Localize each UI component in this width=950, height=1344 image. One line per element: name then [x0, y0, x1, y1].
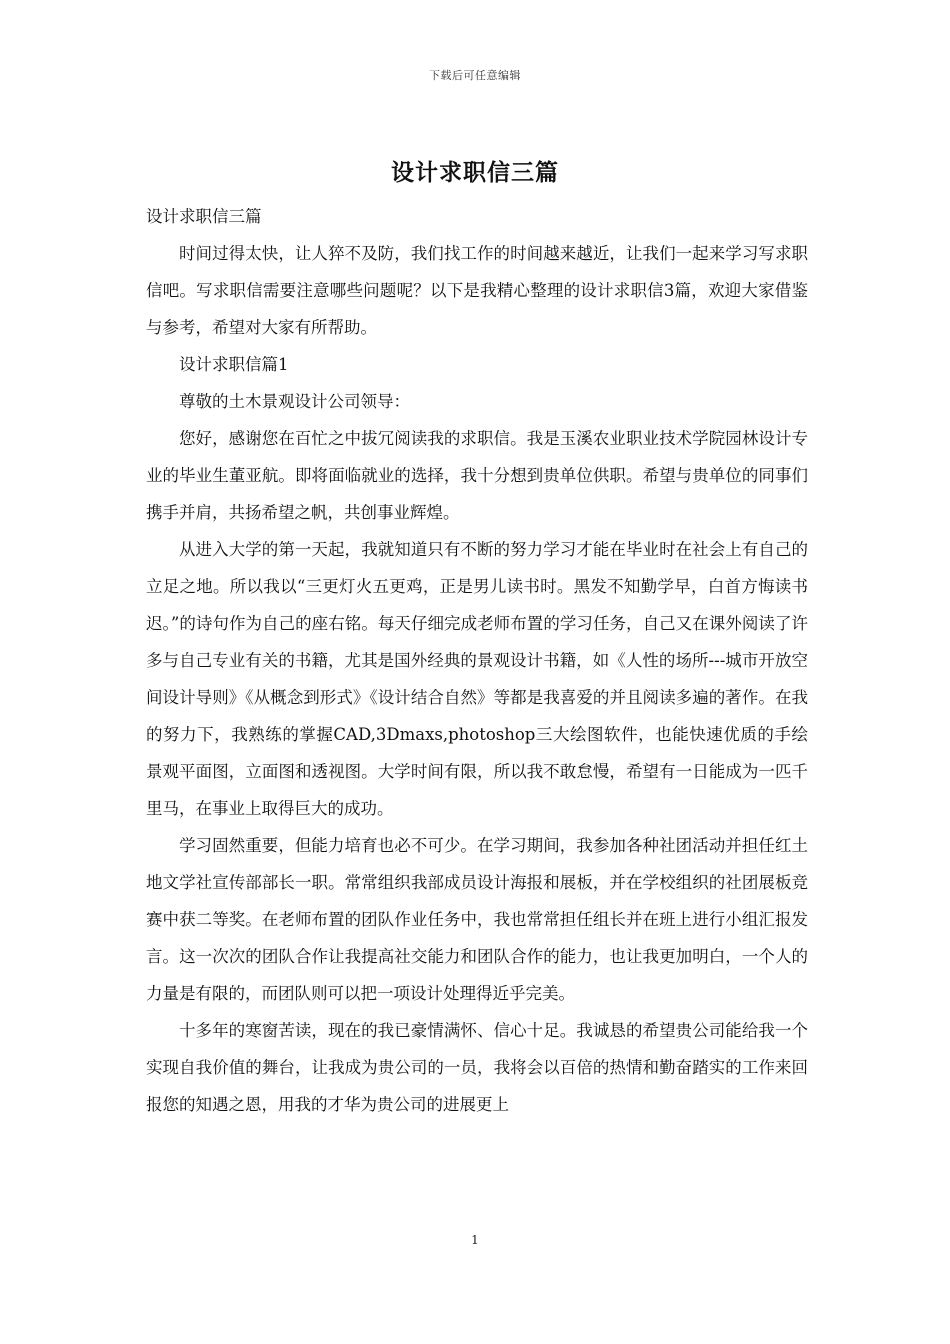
body-paragraph: 从进入大学的第一天起，我就知道只有不断的努力学习才能在毕业时在社会上有自己的立足之地。所以我以“三更灯火五更鸡，正是男儿读书时。黑发不知勤学早，白首方悔读书迟。”的诗句作为自己的座右铭。每天仔细完成老师布置的学习任务，自己又在课外阅读了许多与自己专业有关的书籍，尤其是国外经典的景观设计书籍，如《人性的场所---城市开放空间设计导则》《从概念到形式》《设计结合自然》等都是我喜爱的并且阅读多遍的著作。在我的努力下，我熟练的掌握CAD,3Dmaxs,photoshop三大绘图软件，也能快速优质的手绘景观平面图，立面图和透视图。大学时间有限，所以我不敢怠慢，希望有一日能成为一匹千里马，在事业上取得巨大的成功。 [146, 540, 808, 818]
intro-paragraph: 时间过得太快，让人猝不及防，我们找工作的时间越来越近，让我们一起来学习写求职信吧。写求职信需要注意哪些问题呢？以下是我精心整理的设计求职信3篇，欢迎大家借鉴与参考，希望对大家有所帮助。 [146, 244, 808, 337]
document-body [146, 198, 808, 1123]
document-title: 设计求职信三篇 [391, 160, 559, 186]
page-number: 1 [471, 1233, 479, 1247]
section-heading-letter-1: 设计求职信篇1 [179, 355, 289, 374]
subtitle-paragraph: 设计求职信三篇 [146, 207, 262, 226]
salutation: 尊敬的土木景观设计公司领导： [179, 392, 410, 411]
body-paragraph: 学习固然重要，但能力培育也必不可少。在学习期间，我参加各种社团活动并担任红土地文学社宣传部部长一职。常常组织我部成员设计海报和展板，并在学校组织的社团展板竞赛中获二等奖。在老师布置的团队作业任务中，我也常常担任组长并在班上进行小组汇报发言。这一次次的团队合作让我提高社交能力和团队合作的能力，也让我更加明白，一个人的力量是有限的，而团队则可以把一项设计处理得近乎完美。 [146, 836, 808, 1003]
body-paragraph: 您好，感谢您在百忙之中拔冗阅读我的求职信。我是玉溪农业职业技术学院园林设计专业的毕业生董亚航。即将面临就业的选择，我十分想到贵单位供职。希望与贵单位的同事们携手并肩，共扬希望之帆，共创事业辉煌。 [146, 429, 808, 522]
page-header-note: 下载后可任意编辑 [429, 69, 521, 82]
body-paragraph: 十多年的寒窗苦读，现在的我已豪情满怀、信心十足。我诚恳的希望贵公司能给我一个实现自我价值的舞台，让我成为贵公司的一员，我将会以百倍的热情和勤奋踏实的工作来回报您的知遇之恩，用我的才华为贵公司的进展更上 [146, 1021, 808, 1114]
